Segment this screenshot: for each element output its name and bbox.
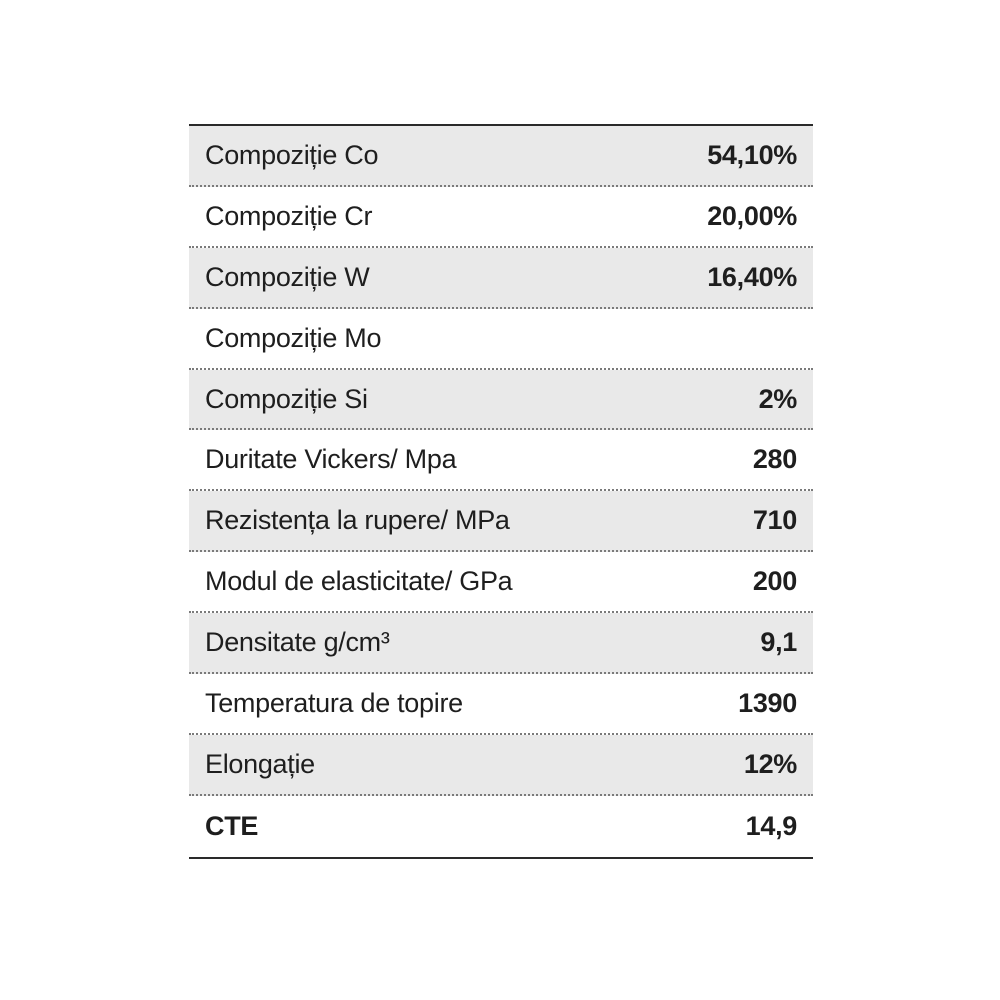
property-value: 9,1: [760, 627, 797, 658]
property-label: Temperatura de topire: [205, 687, 463, 718]
property-value: 280: [752, 444, 797, 475]
properties-table: [189, 124, 813, 859]
table-row: [189, 187, 813, 248]
table-row: [189, 613, 813, 674]
property-label: Compoziție W: [205, 261, 370, 292]
property-value: 2%: [758, 383, 797, 414]
property-label: Elongație: [205, 748, 315, 779]
property-label: Compoziție Cr: [205, 200, 373, 231]
property-label: Modul de elasticitate/ GPa: [205, 566, 513, 597]
property-value: 200: [752, 566, 797, 597]
table-row: [189, 430, 813, 491]
property-label: Rezistența la rupere/ MPa: [205, 505, 510, 536]
table-row: [189, 735, 813, 796]
table-row: [189, 491, 813, 552]
property-label: Densitate g/cm³: [205, 627, 390, 658]
property-label: Duritate Vickers/ Mpa: [205, 444, 457, 475]
property-label: Compoziție Mo: [205, 322, 382, 353]
property-value: 14,9: [745, 810, 797, 841]
table-row: [189, 552, 813, 613]
property-value: 54,10%: [707, 139, 797, 170]
property-value: 16,40%: [707, 261, 797, 292]
table-row: [189, 370, 813, 431]
property-value: 710: [752, 505, 797, 536]
table-row: [189, 248, 813, 309]
property-value: 12%: [743, 748, 797, 779]
property-label: Compoziție Co: [205, 139, 379, 170]
table-row: [189, 126, 813, 187]
table-row: [189, 674, 813, 735]
property-label: CTE: [205, 810, 259, 841]
property-value: 20,00%: [707, 200, 797, 231]
property-value: 1390: [738, 687, 797, 718]
table-row: [189, 309, 813, 370]
property-label: Compoziție Si: [205, 383, 368, 414]
table-row: [189, 796, 813, 857]
